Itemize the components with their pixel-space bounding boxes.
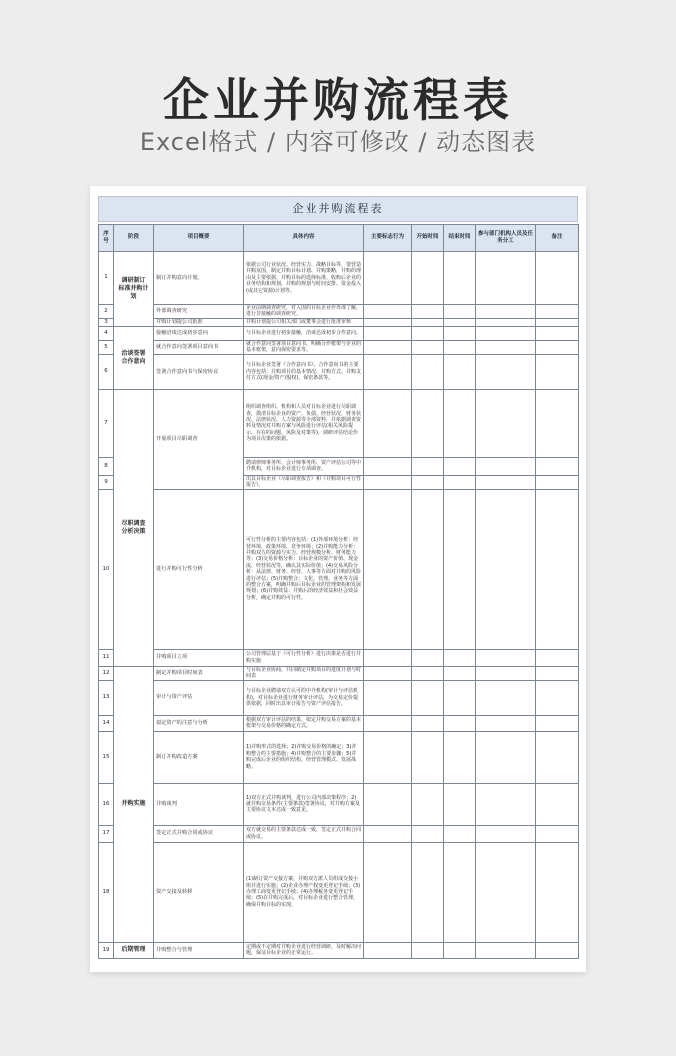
col-header: 序号	[99, 225, 114, 252]
table-row	[99, 389, 579, 457]
stage-cell: 洽谈签署 合作意向	[114, 326, 154, 389]
stage-cell: 并购实施	[114, 666, 154, 942]
row-number: 19	[99, 942, 114, 958]
col-header: 项目概要	[154, 225, 244, 252]
col-header: 具体内容	[244, 225, 364, 252]
col-header: 参与部门机构人员及任务分工	[476, 225, 536, 252]
table-row	[99, 354, 579, 389]
item-detail: 与目标企业进行初步接触，洽谈达成初步合作意向。	[244, 326, 364, 340]
table-row	[99, 666, 579, 680]
table-row	[99, 649, 579, 666]
item-summary: 制定并购项目时间表	[154, 666, 244, 680]
item-summary: 并购整合与管理	[154, 942, 244, 958]
page-title: 企业并购流程表	[163, 73, 513, 127]
item-summary: 并购计划提公司批准	[154, 318, 244, 326]
table-row	[99, 489, 579, 649]
header-row	[99, 225, 579, 252]
item-detail: 定期或不定期对并购企业进行经营调研，及时解决问题，保证目标企业的正常运行。	[244, 942, 364, 958]
table-row	[99, 842, 579, 942]
item-summary: 就合作意向签署项目意向书	[154, 340, 244, 354]
col-header: 主要标志行为	[364, 225, 412, 252]
item-summary: 资产交接及转移	[154, 842, 244, 942]
stage-cell: 后期管理	[114, 942, 154, 958]
item-summary: 拟定资产的注意与分析	[154, 715, 244, 731]
process-table	[98, 224, 579, 959]
item-summary: 审计与资产评估	[154, 680, 244, 715]
row-number: 15	[99, 731, 114, 783]
item-summary: 开展项目尽职调查	[154, 389, 244, 489]
table-row	[99, 305, 579, 319]
stage-cell: 尽职调查 分析决策	[114, 389, 154, 666]
item-detail: 聘请律师事务所、会计师事务所、资产评估公司等中介机构，对目标企业进行专项调查。	[244, 457, 364, 475]
row-number: 13	[99, 680, 114, 715]
table-row	[99, 252, 579, 305]
item-detail: 1)双方正式并购谈判，进行公司内部决策程序；2)就并购交易条件(主要条款)签署协议，对并购方案及主要协议文本达成一致意见。	[244, 783, 364, 825]
item-summary: 制订并购改造方案	[154, 731, 244, 783]
page-subtitle: Excel格式 / 内容可修改 / 动态图表	[139, 128, 537, 156]
table-row	[99, 715, 579, 731]
row-number: 7	[99, 389, 114, 457]
row-number: 12	[99, 666, 114, 680]
item-detail: 并购计划提公司相关部门或董事会进行批准审核	[244, 318, 364, 326]
item-detail: 就合作意向签署项目意向书，明确合作框架与企业的基本框架，意向保密要求等。	[244, 340, 364, 354]
item-detail: (1)制订资产交接方案，并购双方派人员组成交接小组并进行实施；(2)企业办理产权变更登记手续；(3)办理工商变更登记手续；(4)办理税务变更登记手续；(5)在并购完成后，对目标企业进行整合管理，确保并购目标的实现。	[244, 842, 364, 942]
item-summary: 签署合作意向书与保密协议	[154, 354, 244, 389]
item-detail: 与目标企业签署《合作意向书》，合作意向书的主要内容包括：并购项目的基本情况、并购方式、并购支付方式(现金/资产/股权)、保密条款等。	[244, 354, 364, 389]
row-number: 18	[99, 842, 114, 942]
item-detail: 与目标企业聘请双方认可的中介机构(审计与评估机构)，对目标企业进行财务审计评估，为交易定价提供依据，同时出具审计报告与资产评估报告。	[244, 680, 364, 715]
row-number: 14	[99, 715, 114, 731]
item-detail: 企业前期调查研究，对入围的目标企业作外部了解，进行非接触的调查研究。	[244, 305, 364, 319]
row-number: 10	[99, 489, 114, 649]
row-number: 3	[99, 318, 114, 326]
row-number: 17	[99, 825, 114, 842]
row-number: 8	[99, 457, 114, 475]
item-summary: 签定正式并购合同或协议	[154, 825, 244, 842]
item-summary: 并购项目立项	[154, 649, 244, 666]
table-row	[99, 942, 579, 958]
row-number: 1	[99, 252, 114, 305]
row-number: 9	[99, 475, 114, 489]
row-number: 5	[99, 340, 114, 354]
item-summary: 外部调查研究	[154, 305, 244, 319]
row-number: 11	[99, 649, 114, 666]
item-summary: 接触洽谈达成初步意向	[154, 326, 244, 340]
table-row	[99, 318, 579, 326]
item-summary: 进行并购可行性分析	[154, 489, 244, 649]
col-header: 开始时间	[412, 225, 444, 252]
table-row	[99, 340, 579, 354]
item-detail: 公司管理层基于《可行性分析》进行决策是否进行并购实施	[244, 649, 364, 666]
item-detail: 1)并购形式的选择；2)并购交易价格的确定；3)并购整合的主要措施；4)并购整合的主要步骤；5)并购完成后企业的组织结构、经营管理模式、发展战略。	[244, 731, 364, 783]
sheet-title: 企业并购流程表	[98, 196, 578, 222]
col-header: 结束时间	[444, 225, 476, 252]
table-row	[99, 731, 579, 783]
item-detail: 双方就交易的主要条款达成一致，签定正式并购合同或协议。	[244, 825, 364, 842]
item-detail: 组织调查组织、机构和人员对目标企业进行尽职调查，摸清目标企业的资产、负债、经营状况、财务状况、法律状况、人力资源等全部资料，并依据调查资料及情况对并购方案与风险进行评估(相关风险提示、存在的问题、风险及对策等)，调研评估结论作为项目决策的依据。	[244, 389, 364, 457]
item-summary: 并购谈判	[154, 783, 244, 825]
row-number: 2	[99, 305, 114, 319]
table-row	[99, 783, 579, 825]
item-detail: 与目标企业协商，共同制定并购项目的进度计划与时间表	[244, 666, 364, 680]
row-number: 4	[99, 326, 114, 340]
table-row	[99, 326, 579, 340]
table-row	[99, 825, 579, 842]
row-number: 16	[99, 783, 114, 825]
spreadsheet-preview	[90, 186, 586, 972]
item-summary: 制订并购意向计划。	[154, 252, 244, 305]
item-detail: 依据公司行业状况、经营实力、战略目标等，要营造并购氛围，制定并购目标计划、并购策略，并购的理由及主要依据、并购目标的选择标准、收购后企业的业务结构和规划，并购的规划与时间安排、资金投入(或其它资源)计划等。	[244, 252, 364, 305]
stage-cell: 调研制订 标准并购计划	[114, 252, 154, 327]
item-detail: 可行性分析的主要内容包括：(1)外部环境分析：经营环境、政策环境、竞争环境；(2)并购能力分析：并购双方的资源与实力、经营规模分析、财务能力等；(3)交易价格分析：目标企业的资产价值、现金流、经营状况等，确认其实际价值；(4)交易风险分析：从法律、财务、经营、人事等方面对并购的风险进行评估；(5)并购整合：文化、管理、业务等方面的整合方案，明确并购后目标企业的管理架构和发展规划；(6)并购效益：并购后的经济效益和社会效益分析，确定并购的可行性。	[244, 489, 364, 649]
item-detail: 根据双方审计评估的结果，拟定并购交易方案的基本框架与交易价格的确定方式。	[244, 715, 364, 731]
row-number: 6	[99, 354, 114, 389]
table-row	[99, 680, 579, 715]
col-header: 阶段	[114, 225, 154, 252]
col-header: 备注	[536, 225, 579, 252]
item-detail: 出具目标企业《尽职调查报告》和《并购项目可行性报告》。	[244, 475, 364, 489]
